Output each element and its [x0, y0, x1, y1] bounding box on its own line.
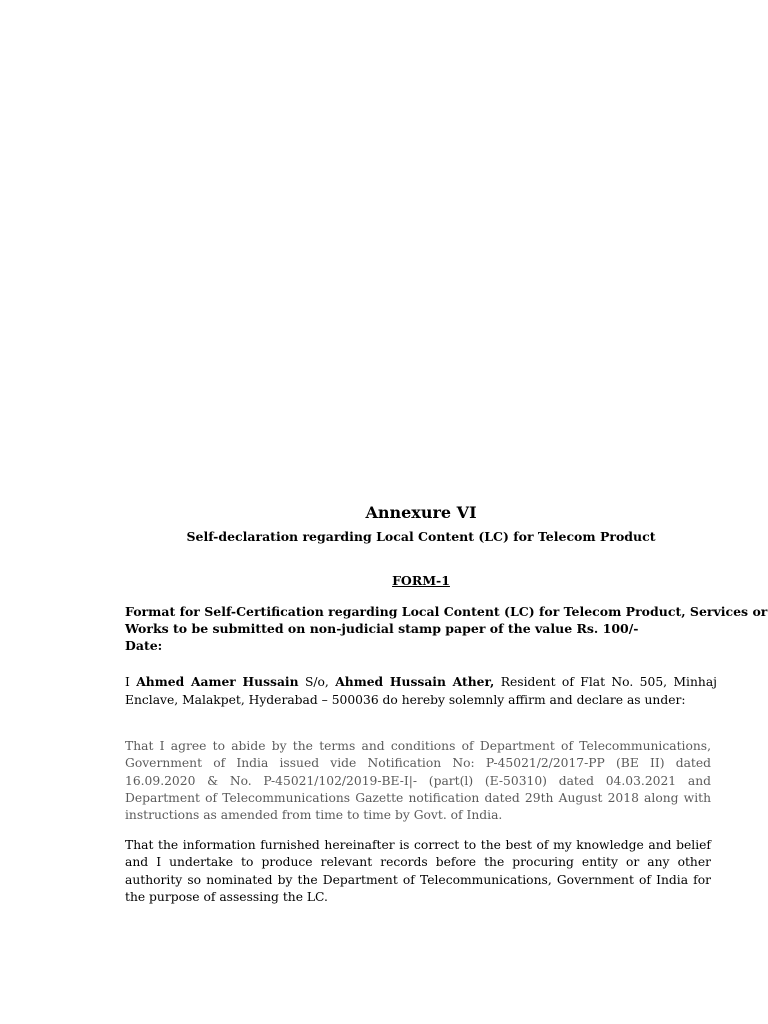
date-label: Date: [125, 638, 163, 653]
declarant-name: Ahmed Aamer Hussain [136, 674, 299, 689]
father-name: Ahmed Hussain Ather, [335, 674, 495, 689]
terms-paragraph: That I agree to abide by the terms and conditions of Department of Telecommunications, Government of India issued vide Notification No: P-45021/2/2017-PP (BE II) dated 16.09.2020 & No. P-45021/102/2019-BE-I|- (part(l) (E-50310) dated 04.03.2021 and Department of Telecommunications Gazette notification dated 29th August 2018 along with instructions as amended from time to time by Govt. of India. [125, 739, 711, 823]
format-heading [125, 603, 768, 654]
format-line-1: Format for Self-Certification regarding Local Content (LC) for Telecom Product, Services or [125, 604, 768, 619]
declaration-suffix: Resident of Flat No. 505, Minhaj Enclave, Malakpet, Hyderabad – 500036 do hereby solemnly affirm and declare as under: [125, 675, 717, 707]
format-line-2: Works to be submitted on non-judicial stamp paper of the value Rs. 100/- [125, 621, 639, 636]
document-subtitle: Self-declaration regarding Local Content (LC) for Telecom Product [186, 529, 656, 544]
relation-text: S/o, [298, 675, 336, 689]
form-label: FORM-1 [392, 573, 450, 588]
declaration-paragraph [125, 673, 717, 709]
annexure-title: Annexure VI [365, 503, 477, 522]
information-paragraph: That the information furnished hereinafter is correct to the best of my knowledge and belief and I undertake to produce relevant records before the procuring entity or any other authority so nominated by the Department of Telecommunications, Government of India for the purpose of assessing the LC. [125, 838, 711, 904]
declaration-prefix: I [125, 675, 137, 689]
